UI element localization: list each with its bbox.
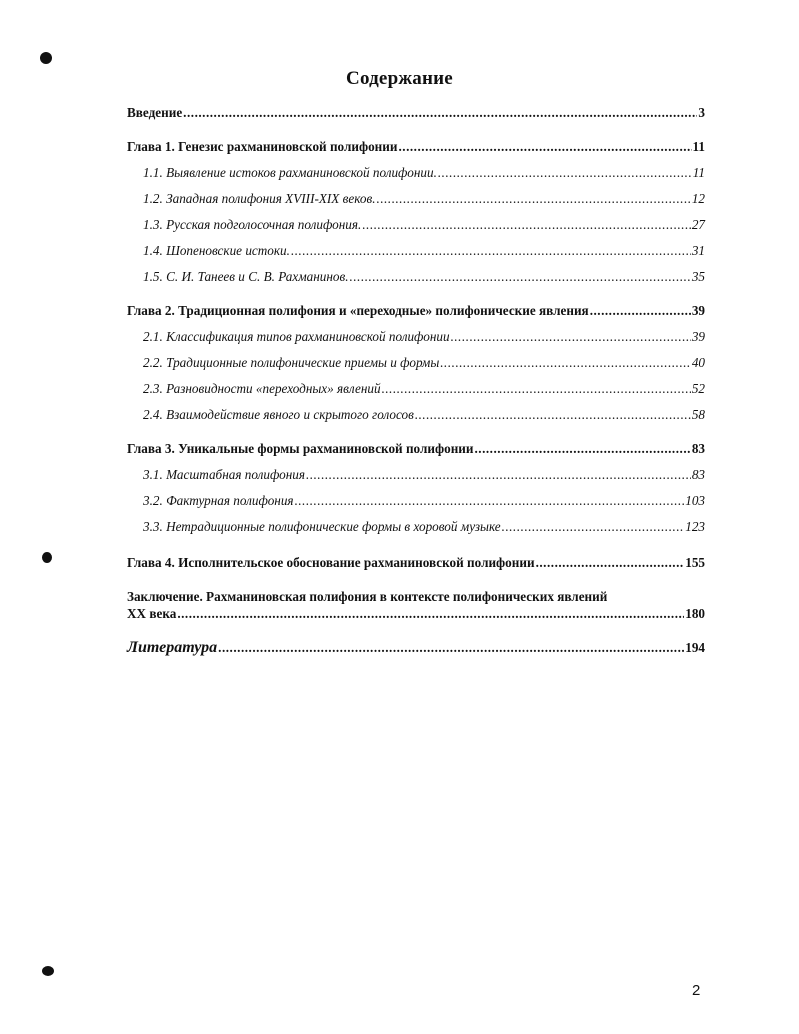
toc-entry-page: 123 — [685, 519, 705, 534]
toc-entry-page: 58 — [691, 407, 705, 422]
toc-entry-label: 2.2. Традиционные полифонические приемы и формы — [143, 355, 440, 370]
leader-dots — [415, 406, 691, 423]
leader-dots — [438, 164, 692, 181]
toc-entry-label-line2: XX века — [127, 606, 177, 621]
toc-entry-section[interactable] — [143, 354, 705, 371]
toc-entry-label: 2.1. Классификация типов рахманиновской полифонии — [143, 329, 450, 344]
toc-entry-label: Глава 2. Традиционная полифония и «переходные» полифонические явления — [127, 303, 589, 318]
toc-entry-section[interactable] — [143, 190, 705, 207]
toc-entry-page: 11 — [692, 139, 705, 154]
leader-dots — [218, 639, 684, 656]
toc-entry-label: 1.1. Выявление истоков рахманиновской полифонии. — [143, 165, 437, 180]
toc-entry-page: 52 — [691, 381, 705, 396]
toc-entry-page: 180 — [685, 606, 705, 621]
toc-entry-label: 1.5. С. И. Танеев и С. В. Рахманинов. — [143, 269, 349, 284]
toc-entry-page: 35 — [691, 269, 705, 284]
toc-entry-section[interactable] — [143, 242, 705, 259]
toc-entry-section[interactable] — [143, 164, 705, 181]
leader-dots — [590, 302, 691, 319]
leader-dots — [398, 138, 691, 155]
toc-entry-label-line1: Заключение. Рахманиновская полифония в контексте полифонических явлений — [127, 589, 608, 604]
toc-entry-page: 27 — [691, 217, 705, 232]
toc-entry-page: 31 — [691, 243, 705, 258]
toc-entry-section[interactable] — [143, 406, 705, 423]
toc-entry-label: 3.2. Фактурная полифония — [143, 493, 294, 508]
toc-entry-page: 39 — [691, 329, 705, 344]
leader-dots — [377, 190, 691, 207]
leader-dots — [502, 518, 685, 535]
page-number: 2 — [692, 982, 701, 999]
toc-entry-page: 194 — [685, 640, 705, 655]
toc-entry-chapter-1[interactable] — [127, 138, 705, 155]
toc-entry-section[interactable] — [143, 268, 705, 285]
toc-entry-line2 — [127, 605, 705, 622]
leader-dots — [451, 328, 691, 345]
leader-dots — [362, 216, 690, 233]
toc-entry-label: 1.2. Западная полифония XVIII-XIX веков. — [143, 191, 376, 206]
toc-entry-label: 2.3. Разновидности «переходных» явлений — [143, 381, 381, 396]
leader-dots — [536, 554, 685, 571]
toc-entry-section[interactable] — [143, 466, 705, 483]
toc-entry-section[interactable] — [143, 380, 705, 397]
toc-entry-label: Литература — [127, 639, 218, 656]
leader-dots — [350, 268, 691, 285]
toc-entry-page: 103 — [685, 493, 705, 508]
page-title: Содержание — [346, 68, 453, 89]
toc-entry-chapter-3[interactable] — [127, 440, 705, 457]
leader-dots — [474, 440, 690, 457]
leader-dots — [291, 242, 691, 259]
scan-blot — [42, 966, 54, 976]
toc-entry-conclusion[interactable] — [127, 588, 705, 622]
toc-entry-page: 3 — [698, 105, 705, 120]
toc-entry-page: 83 — [691, 467, 705, 482]
toc-entry-page: 83 — [691, 441, 705, 456]
toc-entry-label: Введение — [127, 105, 183, 120]
toc-entry-section[interactable] — [143, 492, 705, 509]
toc-entry-label: 3.1. Масштабная полифония — [143, 467, 306, 482]
toc-entry-section[interactable] — [143, 518, 705, 535]
toc-entry-literature[interactable] — [127, 638, 705, 658]
scan-blot — [40, 52, 52, 64]
toc-entry-section[interactable] — [143, 328, 705, 345]
toc-entry-label: Глава 1. Генезис рахманиновской полифонии — [127, 139, 398, 154]
leader-dots — [177, 605, 684, 622]
leader-dots — [306, 466, 691, 483]
leader-dots — [183, 104, 697, 121]
toc-entry-intro[interactable] — [127, 104, 705, 121]
leader-dots — [295, 492, 685, 509]
toc-entry-label: 1.3. Русская подголосочная полифония. — [143, 217, 362, 232]
toc-entry-label: 3.3. Нетрадиционные полифонические формы в хоровой музыке — [143, 519, 501, 534]
toc-entry-label: Глава 3. Уникальные формы рахманиновской полифонии — [127, 441, 474, 456]
toc-entry-page: 11 — [692, 165, 705, 180]
toc-entry-label: Глава 4. Исполнительское обоснование рахманиновской полифонии — [127, 555, 535, 570]
toc-entry-label: 2.4. Взаимодействие явного и скрытого голосов — [143, 407, 414, 422]
toc-entry-chapter-2[interactable] — [127, 302, 705, 319]
toc-entry-label: 1.4. Шопеновские истоки. — [143, 243, 290, 258]
toc-entry-chapter-4[interactable] — [127, 554, 705, 571]
toc-entry-page: 155 — [685, 555, 705, 570]
toc-entry-page: 12 — [691, 191, 705, 206]
toc-entry-page: 39 — [691, 303, 705, 318]
scan-blot — [42, 552, 52, 563]
leader-dots — [440, 354, 691, 371]
toc-entry-section[interactable] — [143, 216, 705, 233]
leader-dots — [382, 380, 691, 397]
toc-entry-page: 40 — [691, 355, 705, 370]
